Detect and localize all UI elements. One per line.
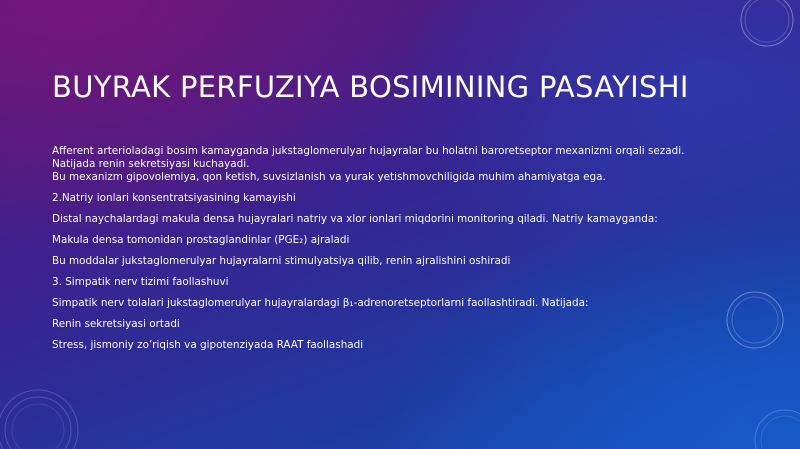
intro-line: Bu mexanizm gipovolemiya, qon ketish, suvsizlanish va yurak yetishmovchiligida muhim ahamiyatga ega. (52, 171, 606, 183)
body-paragraph: Bu moddalar jukstaglomerulyar hujayralarni stimulyatsiya qilib, renin ajralishini oshiradi (52, 255, 511, 267)
intro-line: Afferent arterioladagi bosim kamayganda jukstaglomerulyar hujayralar bu holatni baroretseptor mexanizmi orqali sezadi. (52, 145, 685, 157)
slide-title: BUYRAK PERFUZIYA BOSIMINING PASAYISHI (52, 70, 689, 104)
section-heading-simpatik: 3. Simpatik nerv tizimi faollashuvi (52, 276, 229, 288)
section-heading-natriy: 2.Natriy ionlari konsentratsiyasining kamayishi (52, 192, 296, 204)
slide-body (52, 145, 742, 360)
body-paragraph: Distal naychalardagi makula densa hujayralari natriy va xlor ionlari miqdorini monitoring qiladi. Natriy kamayganda: (52, 213, 658, 225)
body-paragraph: Stress, jismoniy zo’riqish va gipotenziyada RAAT faollashadi (52, 339, 364, 351)
body-paragraph: Makula densa tomonidan prostaglandinlar (PGE₂) ajraladi (52, 234, 350, 246)
intro-paragraph (52, 145, 742, 184)
body-paragraph: Renin sekretsiyasi ortadi (52, 318, 180, 330)
body-paragraph: Simpatik nerv tolalari jukstaglomerulyar hujayralardagi β₁-adrenoretseptorlarni faollashtiradi. Natijada: (52, 297, 589, 309)
intro-line: Natijada renin sekretsiyasi kuchayadi. (52, 158, 250, 170)
